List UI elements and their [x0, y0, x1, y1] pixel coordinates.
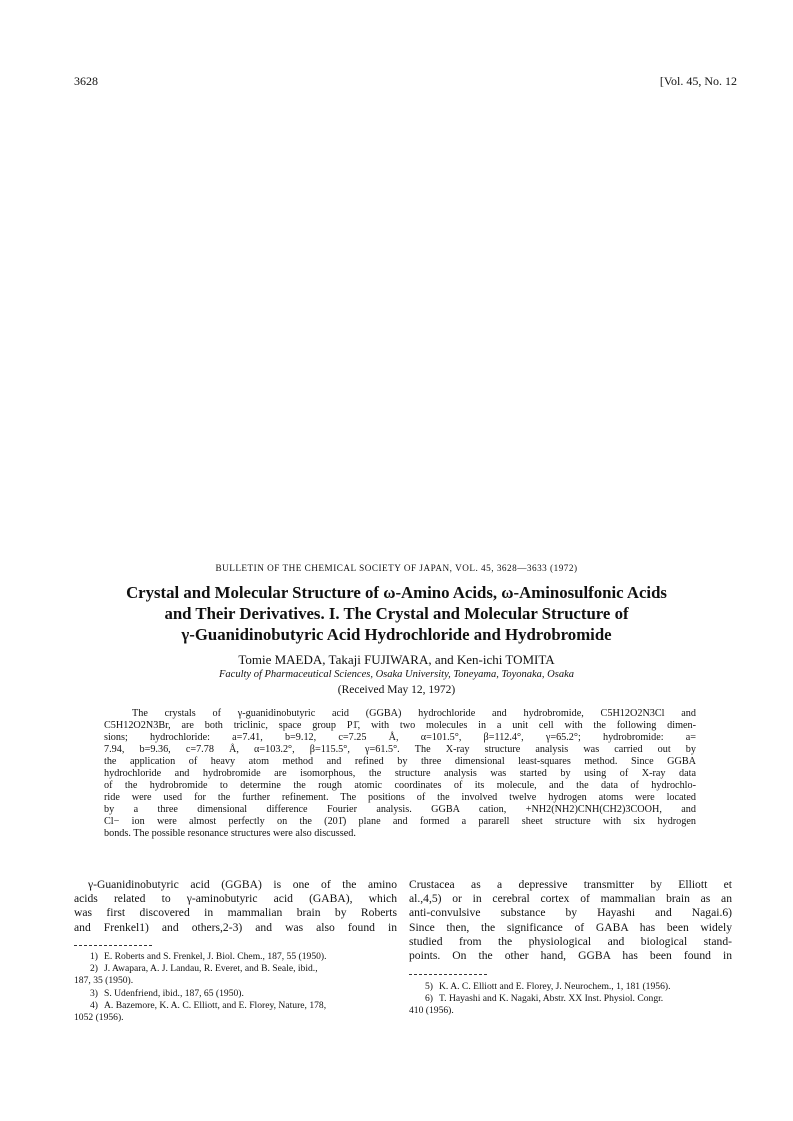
- footnote-continuation: 187, 35 (1950).: [74, 975, 134, 987]
- page-number: 3628: [74, 74, 98, 88]
- title-line: Crystal and Molecular Structure of ω-Amino Acids, ω-Aminosulfonic Acids: [126, 583, 667, 602]
- abstract-line: 7.94, b=9.36, c=7.78 Å, α=103.2°, β=115.5°, γ=61.5°. The X-ray structure analysis was carried out by: [104, 744, 696, 756]
- footnote: [74, 951, 397, 963]
- footnote-number: 3): [90, 987, 98, 999]
- body-column-left: [74, 878, 397, 935]
- body-line: anti-convulsive substance by Hayashi and Nagai.6): [409, 906, 732, 920]
- footnote-number: 2): [90, 963, 98, 975]
- body-line: acids related to γ-aminobutyric acid (GABA), which: [74, 892, 397, 906]
- footnotes-left: [74, 951, 397, 1024]
- title-line: and Their Derivatives. I. The Crystal and Molecular Structure of: [164, 604, 629, 623]
- abstract-line: by a three dimensional difference Fourier analysis. GGBA cation, +NH2(NH2)CNH(CH2)3COOH, and: [104, 804, 696, 816]
- abstract-line: The crystals of γ-guanidinobutyric acid (GGBA) hydrochloride and hydrobromide, C5H12O2N3Cl and: [132, 708, 696, 719]
- body-line: γ-Guanidinobutyric acid (GGBA) is one of the amino: [88, 878, 397, 891]
- abstract-line: bonds. The possible resonance structures were also discussed.: [104, 828, 356, 840]
- body-line: was first discovered in mammalian brain by Roberts: [74, 906, 397, 920]
- body-line: points. On the other hand, GGBA has been found in: [409, 948, 732, 962]
- footnote-text: A. Bazemore, K. A. C. Elliott, and E. Florey, Nature, 178,: [104, 999, 327, 1011]
- volume-issue: [Vol. 45, No. 12: [659, 74, 737, 88]
- title-line: γ-Guanidinobutyric Acid Hydrochloride and Hydrobromide: [181, 625, 612, 644]
- journal-citation: BULLETIN OF THE CHEMICAL SOCIETY OF JAPAN, VOL. 45, 3628—3633 (1972): [215, 563, 578, 573]
- body-line: Since then, the significance of GABA has been widely: [409, 920, 732, 934]
- footnote: [409, 993, 732, 1005]
- footnote-text: T. Hayashi and K. Nagaki, Abstr. XX Inst. Physiol. Congr.: [439, 993, 664, 1005]
- abstract-line: the application of heavy atom method and refined by three dimensional least-squares method. Since GGBA: [104, 756, 696, 768]
- body-line: al.,4,5) or in cerebral cortex of mammalian brain as an: [409, 892, 732, 906]
- footnote-rule: [74, 945, 152, 946]
- abstract-line: of the hydrobromide to determine the rough atomic coordinates of its molecule, and the data of hydrochlo-: [104, 780, 696, 792]
- authors: Tomie MAEDA, Takaji FUJIWARA, and Ken-ichi TOMITA: [238, 652, 555, 667]
- footnote-number: 6): [425, 993, 433, 1005]
- footnote-number: 5): [425, 981, 433, 992]
- body-line: and Frenkel1) and others,2-3) and was also found in: [74, 920, 397, 934]
- footnotes-right: [409, 981, 732, 1018]
- footnote: [74, 988, 397, 1000]
- footnote-number: 1): [90, 951, 98, 962]
- footnote-text: J. Awapara, A. J. Landau, R. Everet, and B. Seale, ibid.,: [104, 963, 318, 975]
- footnote-text: K. A. C. Elliott and E. Florey, J. Neurochem., 1, 181 (1956).: [439, 981, 671, 992]
- body-line: studied from the physiological and biological stand-: [409, 934, 732, 948]
- footnote-number: 4): [90, 999, 98, 1011]
- footnote: [409, 981, 732, 993]
- abstract: [104, 708, 696, 841]
- footnote-text: S. Udenfriend, ibid., 187, 65 (1950).: [104, 987, 244, 999]
- body-line: Crustacea as a depressive transmitter by Elliott et: [409, 878, 732, 891]
- footnote-text: E. Roberts and S. Frenkel, J. Biol. Chem., 187, 55 (1950).: [104, 951, 327, 962]
- abstract-line: Cl− ion were almost perfectly on the (201̄) plane and formed a pararell sheet structure with six hydrogen: [104, 816, 696, 828]
- footnote: [74, 1000, 397, 1012]
- abstract-line: C5H12O2N3Br, are both triclinic, space group P1̄, with two molecules in a unit cell with the following dimen-: [104, 720, 696, 732]
- footnote-rule: [409, 974, 487, 975]
- abstract-line: hydrochloride and hydrobromide are isomorphous, the structure analysis was started by using of X-ray data: [104, 768, 696, 780]
- article-title: [90, 582, 703, 645]
- abstract-line: sions; hydrochloride: a=7.41, b=9.12, c=7.25 Å, α=101.5°, β=112.4°, γ=65.2°; hydrobromide: a=: [104, 732, 696, 744]
- received-date: (Received May 12, 1972): [337, 684, 456, 696]
- footnote-continuation: 1052 (1956).: [74, 1012, 124, 1024]
- footnote-continuation: 410 (1956).: [409, 1005, 454, 1017]
- body-column-right: [409, 878, 732, 963]
- affiliation: Faculty of Pharmaceutical Sciences, Osaka University, Toneyama, Toyonaka, Osaka: [219, 669, 574, 680]
- footnote: [74, 963, 397, 975]
- abstract-line: ride were used for the further refinement. The positions of the involved twelve hydrogen atoms were located: [104, 792, 696, 804]
